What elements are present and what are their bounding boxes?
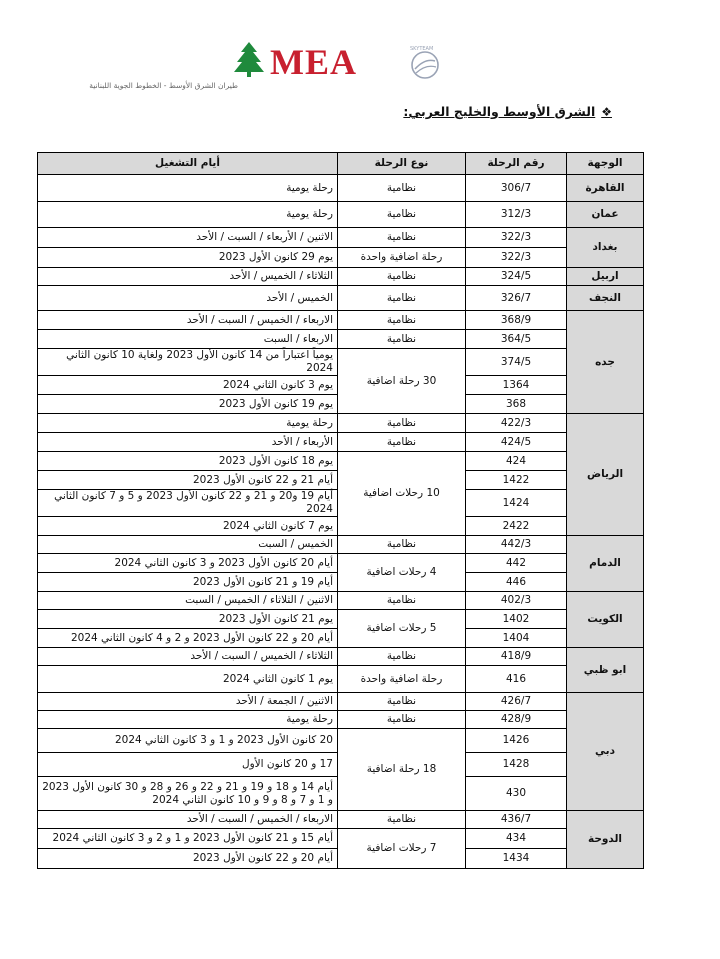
flight-number-cell: 442/3 bbox=[466, 536, 567, 554]
cedar-tree-icon bbox=[234, 42, 264, 77]
flight-number-cell: 442 bbox=[466, 554, 567, 573]
table-row bbox=[38, 433, 644, 452]
operating-days-cell: رحلة يومية bbox=[38, 175, 338, 202]
table-row bbox=[38, 228, 644, 248]
operating-days-cell: الثلاثاء / الخميس / الأحد bbox=[38, 268, 338, 286]
flight-type-cell: نظامية bbox=[338, 311, 466, 330]
flight-type-cell: رحلة اضافية واحدة bbox=[338, 248, 466, 268]
flight-type-cell: نظامية bbox=[338, 175, 466, 202]
svg-text:SKYTEAM: SKYTEAM bbox=[410, 46, 434, 52]
flight-number-cell: 306/7 bbox=[466, 175, 567, 202]
flight-type-cell: رحلة اضافية واحدة bbox=[338, 666, 466, 693]
operating-days-cell: 17 و 20 كانون الأول bbox=[38, 753, 338, 777]
header-destination: الوجهة bbox=[567, 153, 644, 175]
svg-text:طيران الشرق الأوسط - الخطوط ال: طيران الشرق الأوسط - الخطوط الجوية اللبنانية bbox=[89, 81, 238, 90]
operating-days-cell: يوم 29 كانون الأول 2023 bbox=[38, 248, 338, 268]
operating-days-cell: 20 كانون الأول 2023 و 1 و 3 كانون الثاني 2024 bbox=[38, 729, 338, 753]
extra-flights-cell: 30 رحلة اضافية bbox=[338, 349, 466, 414]
operating-days-cell: رحلة يومية bbox=[38, 711, 338, 729]
operating-days-cell: يوم 3 كانون الثاني 2024 bbox=[38, 376, 338, 395]
flight-number-cell: 422/3 bbox=[466, 414, 567, 433]
flight-type-cell: نظامية bbox=[338, 228, 466, 248]
flight-number-cell: 1422 bbox=[466, 471, 567, 490]
destination-cell: الكويت bbox=[567, 592, 644, 648]
flight-number-cell: 2422 bbox=[466, 517, 567, 536]
table-row bbox=[38, 286, 644, 311]
flight-number-cell: 416 bbox=[466, 666, 567, 693]
table-row bbox=[38, 711, 644, 729]
table-row bbox=[38, 666, 644, 693]
operating-days-cell: أيام 20 كانون الأول 2023 و 3 كانون الثاني 2024 bbox=[38, 554, 338, 573]
flight-number-cell: 1404 bbox=[466, 629, 567, 648]
flight-number-cell: 322/3 bbox=[466, 248, 567, 268]
flight-schedule-table bbox=[37, 152, 644, 869]
flight-number-cell: 1428 bbox=[466, 753, 567, 777]
operating-days-cell: الاثنين / الجمعة / الأحد bbox=[38, 693, 338, 711]
flight-number-cell: 322/3 bbox=[466, 228, 567, 248]
table-row bbox=[38, 268, 644, 286]
flight-number-cell: 402/3 bbox=[466, 592, 567, 610]
table-row bbox=[38, 811, 644, 829]
table-row bbox=[38, 592, 644, 610]
flight-number-cell: 434 bbox=[466, 829, 567, 849]
flight-type-cell: نظامية bbox=[338, 286, 466, 311]
operating-days-cell: يوم 7 كانون الثاني 2024 bbox=[38, 517, 338, 536]
destination-cell: جده bbox=[567, 311, 644, 414]
operating-days-cell: الاربعاء / السبت bbox=[38, 330, 338, 349]
operating-days-cell: أيام 14 و 18 و 19 و 21 و 22 و 26 و 28 و 30 كانون الأول 2023 و 1 و 7 و 8 و 9 و 10 كانون الثاني 2024 bbox=[38, 777, 338, 811]
operating-days-cell: يوم 1 كانون الثاني 2024 bbox=[38, 666, 338, 693]
operating-days-cell: أيام 19 و 21 كانون الأول 2023 bbox=[38, 573, 338, 592]
flight-number-cell: 1364 bbox=[466, 376, 567, 395]
diamond-bullet-icon: ❖ bbox=[601, 104, 612, 119]
operating-days-cell: أيام 19 و20 و 21 و 22 كانون الأول 2023 و 5 و 7 كانون الثاني 2024 bbox=[38, 490, 338, 517]
flight-number-cell: 430 bbox=[466, 777, 567, 811]
operating-days-cell: الخميس / السبت bbox=[38, 536, 338, 554]
destination-cell: الرياض bbox=[567, 414, 644, 536]
table-row bbox=[38, 452, 644, 471]
operating-days-cell: رحلة يومية bbox=[38, 202, 338, 228]
operating-days-cell: الاربعاء / الخميس / السبت / الأحد bbox=[38, 311, 338, 330]
extra-flights-cell: 7 رحلات اضافية bbox=[338, 829, 466, 869]
extra-flights-cell: 5 رحلات اضافية bbox=[338, 610, 466, 648]
flight-number-cell: 324/5 bbox=[466, 268, 567, 286]
flight-number-cell: 426/7 bbox=[466, 693, 567, 711]
header-type: نوع الرحلة bbox=[338, 153, 466, 175]
skyteam-icon bbox=[410, 46, 438, 78]
operating-days-cell: أيام 21 و 22 كانون الأول 2023 bbox=[38, 471, 338, 490]
operating-days-cell: أيام 20 و 22 كانون الأول 2023 و 2 و 4 كانون الثاني 2024 bbox=[38, 629, 338, 648]
table-row bbox=[38, 536, 644, 554]
table-row bbox=[38, 829, 644, 849]
flight-number-cell: 368/9 bbox=[466, 311, 567, 330]
flight-type-cell: نظامية bbox=[338, 268, 466, 286]
flight-number-cell: 1426 bbox=[466, 729, 567, 753]
flight-type-cell: نظامية bbox=[338, 648, 466, 666]
flight-type-cell: نظامية bbox=[338, 414, 466, 433]
flight-type-cell: نظامية bbox=[338, 536, 466, 554]
table-row bbox=[38, 349, 644, 376]
destination-cell: النجف bbox=[567, 286, 644, 311]
destination-cell: اربيل bbox=[567, 268, 644, 286]
operating-days-cell: يوم 18 كانون الأول 2023 bbox=[38, 452, 338, 471]
destination-cell: ابو ظبي bbox=[567, 648, 644, 693]
flight-number-cell: 424 bbox=[466, 452, 567, 471]
table-header-row bbox=[38, 153, 644, 175]
flight-type-cell: نظامية bbox=[338, 433, 466, 452]
destination-cell: القاهرة bbox=[567, 175, 644, 202]
mea-letters: MEA bbox=[270, 42, 357, 82]
table-row bbox=[38, 554, 644, 573]
flight-type-cell: نظامية bbox=[338, 811, 466, 829]
operating-days-cell: الأربعاء / الأحد bbox=[38, 433, 338, 452]
operating-days-cell: رحلة يومية bbox=[38, 414, 338, 433]
destination-cell: دبي bbox=[567, 693, 644, 811]
operating-days-cell: الثلاثاء / الخميس / السبت / الأحد bbox=[38, 648, 338, 666]
table-row bbox=[38, 175, 644, 202]
flight-type-cell: نظامية bbox=[338, 592, 466, 610]
flight-number-cell: 1424 bbox=[466, 490, 567, 517]
flight-type-cell: نظامية bbox=[338, 202, 466, 228]
flight-number-cell: 364/5 bbox=[466, 330, 567, 349]
operating-days-cell: يومياً اعتباراً من 14 كانون الأول 2023 ولغاية 10 كانون الثاني 2024 bbox=[38, 349, 338, 376]
flight-number-cell: 374/5 bbox=[466, 349, 567, 376]
operating-days-cell: الاربعاء / الخميس / السبت / الأحد bbox=[38, 811, 338, 829]
operating-days-cell: يوم 19 كانون الأول 2023 bbox=[38, 395, 338, 414]
table-row bbox=[38, 248, 644, 268]
flight-number-cell: 418/9 bbox=[466, 648, 567, 666]
operating-days-cell: الاثنين / الثلاثاء / الخميس / السبت bbox=[38, 592, 338, 610]
extra-flights-cell: 4 رحلات اضافية bbox=[338, 554, 466, 592]
flight-number-cell: 326/7 bbox=[466, 286, 567, 311]
header-flight: رقم الرحلة bbox=[466, 153, 567, 175]
flight-type-cell: نظامية bbox=[338, 330, 466, 349]
flight-type-cell: نظامية bbox=[338, 693, 466, 711]
operating-days-cell: الخميس / الأحد bbox=[38, 286, 338, 311]
destination-cell: الدوحة bbox=[567, 811, 644, 869]
destination-cell: عمان bbox=[567, 202, 644, 228]
header-days: أيام التشغيل bbox=[38, 153, 338, 175]
flight-number-cell: 424/5 bbox=[466, 433, 567, 452]
table-row bbox=[38, 311, 644, 330]
table-row bbox=[38, 648, 644, 666]
table-row bbox=[38, 693, 644, 711]
extra-flights-cell: 18 رحلة اضافية bbox=[338, 729, 466, 811]
operating-days-cell: أيام 20 و 22 كانون الأول 2023 bbox=[38, 849, 338, 869]
flight-type-cell: نظامية bbox=[338, 711, 466, 729]
flight-number-cell: 1402 bbox=[466, 610, 567, 629]
flight-number-cell: 436/7 bbox=[466, 811, 567, 829]
flight-number-cell: 312/3 bbox=[466, 202, 567, 228]
table-row bbox=[38, 202, 644, 228]
operating-days-cell: أيام 15 و 21 كانون الأول 2023 و 1 و 2 و 3 كانون الثاني 2024 bbox=[38, 829, 338, 849]
destination-cell: الدمام bbox=[567, 536, 644, 592]
mea-logo bbox=[89, 38, 447, 96]
table-row bbox=[38, 729, 644, 753]
operating-days-cell: الاثنين / الأربعاء / السبت / الأحد bbox=[38, 228, 338, 248]
table-row bbox=[38, 610, 644, 629]
flight-number-cell: 368 bbox=[466, 395, 567, 414]
section-title-text: الشرق الأوسط والخليج العربي: bbox=[403, 104, 596, 119]
table-row bbox=[38, 414, 644, 433]
flight-number-cell: 428/9 bbox=[466, 711, 567, 729]
flight-number-cell: 1434 bbox=[466, 849, 567, 869]
section-title bbox=[403, 104, 612, 119]
table-row bbox=[38, 330, 644, 349]
flight-number-cell: 446 bbox=[466, 573, 567, 592]
extra-flights-cell: 10 رحلات اضافية bbox=[338, 452, 466, 536]
operating-days-cell: يوم 21 كانون الأول 2023 bbox=[38, 610, 338, 629]
destination-cell: بغداد bbox=[567, 228, 644, 268]
